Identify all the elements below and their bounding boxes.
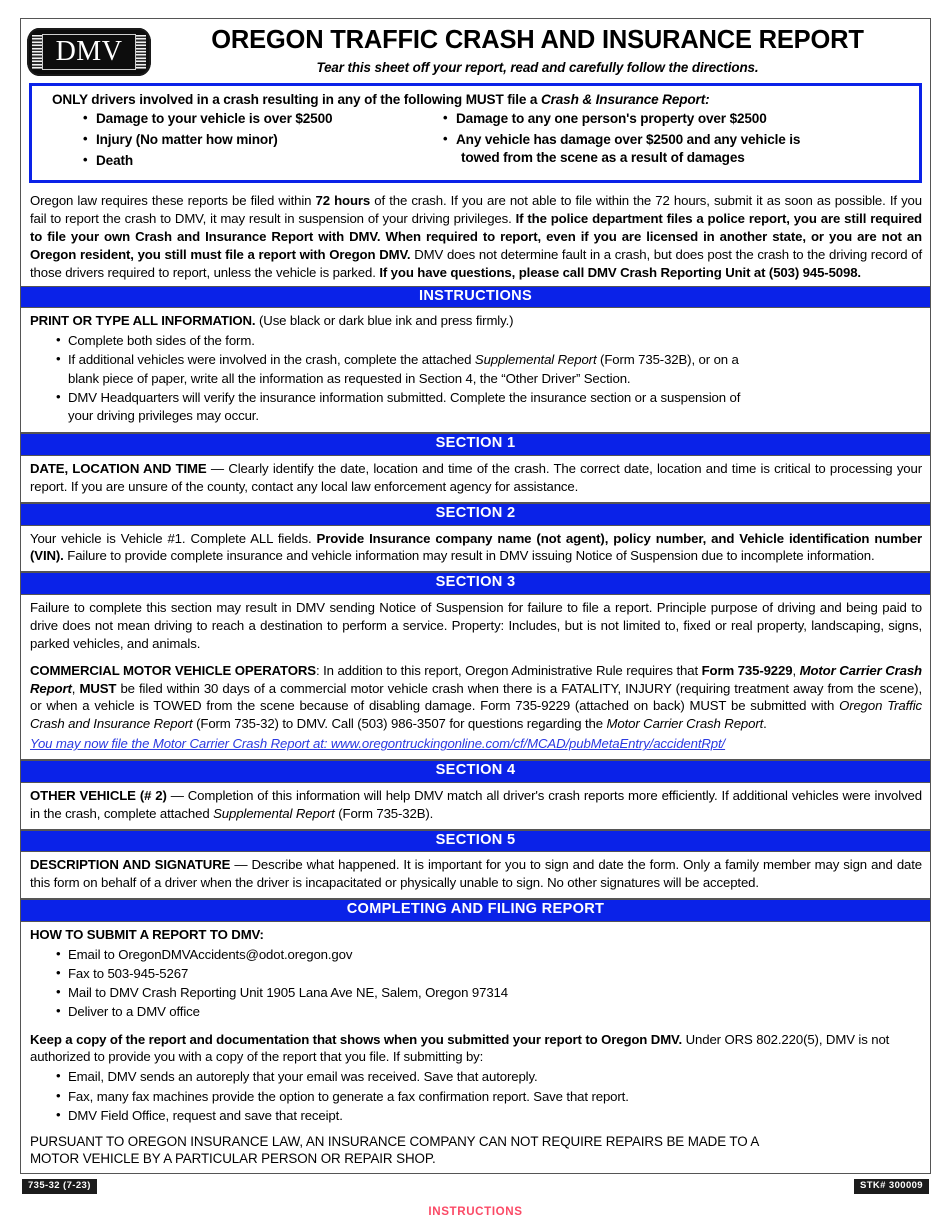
section-bar-3: SECTION 3	[21, 572, 930, 595]
must-file-lead-italic: Crash & Insurance Report:	[540, 92, 710, 107]
dmv-logo-plate	[42, 34, 136, 70]
section-5-text: — Describe what happened. It is important for you to sign and date the form. Only a family member may sign and date this form on behalf of a driver when the driver is incapacitated or physically unable to sign. No other signatures will be accepted.	[30, 857, 922, 891]
bullet-line1: DMV Headquarters will verify the insurance information submitted. Complete the insurance section or a suspension of	[68, 389, 741, 405]
must-file-left-column	[42, 110, 422, 173]
must-file-lead	[52, 92, 911, 107]
section-4-italic-supplemental-report: Supplemental Report	[213, 805, 335, 821]
list-item: • Fax to 503-945-5267	[56, 965, 922, 983]
footer-row	[20, 1179, 931, 1199]
section-5-paragraph	[30, 856, 922, 892]
stock-number-badge: STK# 300009	[854, 1179, 929, 1194]
must-file-columns	[42, 110, 911, 173]
section-2-text-b: Failure to provide complete insurance and vehicle information may result in DMV issuing Notice of Suspension due to incomplete information.	[63, 548, 875, 564]
intro-72-hours: 72 hours	[315, 193, 371, 209]
masthead	[21, 19, 930, 78]
section-3-must-bold: MUST	[79, 680, 117, 696]
bottom-instructions-label: INSTRUCTIONS	[428, 1205, 523, 1219]
section-3-paragraph-2	[30, 662, 922, 734]
section-2-bold: Provide Insurance company name (not agent), policy number, and Vehicle identification number (VIN).	[30, 530, 922, 564]
must-file-item	[442, 110, 911, 128]
keep-copy-paragraph	[30, 1031, 922, 1067]
dmv-logo-icon	[27, 28, 151, 76]
section-3-comma-2: ,	[71, 680, 80, 696]
instructions-section-body	[21, 308, 930, 433]
list-item	[56, 389, 922, 425]
pursuant-line-1: PURSUANT TO OREGON INSURANCE LAW, AN INSURANCE COMPANY CAN NOT REQUIRE REPAIRS BE MADE TO A	[30, 1133, 760, 1149]
intro-bold-questions: If you have questions, please call DMV Crash Reporting Unit at (503) 945-5098.	[379, 264, 861, 280]
bullet-line1: Complete both sides of the form.	[68, 333, 255, 349]
section-3-form-number-bold: Form 735-9229	[701, 662, 793, 678]
intro-text-c: of the crash. If you are not able to file within the 72 hours, submit it as soon as possible. If you fail to report the crash to DMV, it may result in suspension of your driving privileges.	[30, 193, 922, 227]
section-5-bold-lead: DESCRIPTION AND SIGNATURE	[30, 857, 231, 873]
section-3-cmv-bold-lead: COMMERCIAL MOTOR VEHICLE OPERATORS	[30, 662, 316, 678]
print-or-type-rest: (Use black or dark blue ink and press firmly.)	[255, 313, 514, 329]
section-3-italic-motor-carrier-2: Motor Carrier Crash Report	[606, 716, 764, 732]
intro-text-a: Oregon law requires these reports be filed within	[30, 193, 316, 209]
list-item: • Deliver to a DMV office	[56, 1003, 922, 1021]
must-file-item-line1: Damage to any one person's property over $2500	[456, 111, 767, 126]
section-4-body	[21, 783, 930, 830]
must-file-item-line2: towed from the scene as a result of damages	[461, 150, 745, 166]
section-bar-2: SECTION 2	[21, 503, 930, 526]
how-to-submit-heading-text: HOW TO SUBMIT A REPORT TO DMV:	[30, 926, 264, 942]
section-4-bold-lead: OTHER VEHICLE (# 2)	[30, 787, 167, 803]
how-to-submit-heading	[30, 926, 922, 944]
section-2-body	[21, 526, 930, 573]
section-5-body	[21, 852, 930, 899]
section-3-italic-oregon-traffic: Oregon Traffic Crash and Insurance Report	[30, 698, 923, 732]
section-3-text-c: (Form 735-32) to DMV. Call (503) 986-3507 for questions regarding the	[192, 716, 607, 732]
page-title: OREGON TRAFFIC CRASH AND INSURANCE REPORT	[211, 26, 864, 54]
bullet-line2: your driving privileges may occur.	[68, 408, 259, 424]
submit-method-list	[30, 946, 922, 1022]
document-frame	[20, 18, 931, 1174]
section-3-italic-motor-carrier: Motor Carrier Crash Report	[30, 662, 922, 696]
section-bar-4: SECTION 4	[21, 760, 930, 783]
section-2-paragraph	[30, 530, 922, 566]
list-item: • Fax, many fax machines provide the option to generate a fax confirmation report. Save that report.	[56, 1088, 922, 1106]
keep-copy-list	[30, 1068, 922, 1125]
section-bar-5: SECTION 5	[21, 830, 930, 853]
intro-bold-police: If the police department files a police report, you are still required to file your own Crash and Insurance Report with DMV. When required to report, even if you are licensed in another state, or you are not an Oregon resident, you still must file a report with Oregon DMV.	[30, 211, 922, 262]
instructions-bullet-list	[30, 332, 922, 425]
keep-copy-rest: Under ORS 802.220(5), DMV is not authorized to provide you with a copy of the report that you file. If submitting by:	[30, 1031, 890, 1065]
must-file-item-line1: Any vehicle has damage over $2500 and any vehicle is	[456, 132, 801, 148]
list-item: • DMV Field Office, request and save that receipt.	[56, 1107, 922, 1125]
bullet-line1-b: (Form 735-32B), or on a	[596, 352, 739, 368]
keep-copy-bold: Keep a copy of the report and documentation that shows when you submitted your report to Oregon DMV.	[30, 1031, 683, 1047]
print-or-type-bold: PRINT OR TYPE ALL INFORMATION.	[30, 313, 256, 329]
section-bar-completing: COMPLETING AND FILING REPORT	[21, 899, 930, 922]
must-file-item: • Injury (No matter how minor)	[82, 131, 422, 149]
section-3-text-d: .	[763, 716, 767, 732]
section-2-text-a: Your vehicle is Vehicle #1. Complete ALL fields.	[30, 530, 317, 546]
must-file-item: • Damage to your vehicle is over $2500	[82, 110, 422, 128]
section-3-body	[21, 595, 930, 760]
title-container	[163, 25, 924, 75]
section-1-text: — Clearly identify the date, location and time of the crash. The correct date, location and time is critical to processing your report. If you are unsure of the county, contact any local law enforcement agency for assistance.	[30, 461, 922, 494]
must-file-item: • Death	[82, 152, 422, 170]
pursuant-notice	[30, 1133, 922, 1167]
section-1-body	[21, 456, 930, 503]
list-item: • Mail to DMV Crash Reporting Unit 1905 Lana Ave NE, Salem, Oregon 97314	[56, 984, 922, 1002]
must-file-right-column	[422, 110, 911, 173]
form-number-badge: 735-32 (7-23)	[22, 1179, 97, 1194]
list-item	[56, 351, 922, 387]
section-1-bold-lead: DATE, LOCATION AND TIME	[30, 461, 207, 477]
motor-carrier-report-link[interactable]: You may now file the Motor Carrier Crash Report at: www.oregontruckingonline.com/cf/MCAD/pubMetaEntry/accidentRpt/	[30, 736, 726, 752]
bullet-italic-supplemental-report: Supplemental Report	[474, 352, 597, 368]
section-3-text-a: : In addition to this report, Oregon Administrative Rule requires that	[315, 662, 702, 678]
bullet-line1-a: If additional vehicles were involved in the crash, complete the attached	[68, 352, 475, 368]
section-bar-instructions: INSTRUCTIONS	[21, 286, 930, 309]
must-file-item	[442, 131, 911, 167]
section-3-paragraph-1: Failure to complete this section may result in DMV sending Notice of Suspension for failure to file a report. Principle purpose of driving and being paid to drive does not mean driving to reach a destination to perform a service. Property: Includes, but is not limited to, fixed or real property, landscaping, signs, parked vehicles, and animals.	[30, 600, 922, 651]
pursuant-line-2: MOTOR VEHICLE BY A PARTICULAR PERSON OR REPAIR SHOP.	[30, 1151, 436, 1167]
section-3-comma: ,	[792, 662, 800, 678]
list-item: • Email, DMV sends an autoreply that your email was received. Save that autoreply.	[56, 1068, 922, 1086]
section-bar-1: SECTION 1	[21, 433, 930, 456]
logo-container	[27, 25, 163, 76]
dmv-logo-text: DMV	[55, 36, 123, 67]
section-4-paragraph	[30, 787, 922, 823]
section-4-text-b: (Form 735-32B).	[334, 805, 434, 821]
print-or-type-heading	[30, 312, 922, 330]
completing-section-body	[21, 922, 930, 1173]
section-1-paragraph	[30, 460, 922, 496]
intro-text-d: DMV does not determine fault in a crash, but does post the crash to the driving record of those drivers required to report, unless the vehicle is parked.	[30, 246, 922, 280]
bullet-line2: blank piece of paper, write all the information as requested in Section 4, the “Other Driver” Section.	[68, 370, 631, 386]
list-item	[56, 332, 922, 350]
must-file-lead-prefix: ONLY drivers involved in a crash resulting in any of the following MUST file a	[52, 92, 541, 107]
list-item: • Email to OregonDMVAccidents@odot.oregon.gov	[56, 946, 922, 964]
page-subtitle: Tear this sheet off your report, read and carefully follow the directions.	[316, 59, 759, 75]
intro-paragraph	[21, 189, 930, 285]
section-3-text-b: be filed within 30 days of a commercial motor vehicle crash when there is a FATALITY, INJURY (requiring treatment away from the scene), or when a vehicle is TOWED from the scene because of disabling damage. Form 735-9229 (attached on back) MUST be submitted with	[30, 680, 922, 714]
section-4-text-a: — Completion of this information will help DMV match all driver's crash reports more efficiently. If additional vehicles were involved in the crash, complete attached	[30, 787, 922, 821]
must-file-callout-box	[29, 83, 922, 183]
